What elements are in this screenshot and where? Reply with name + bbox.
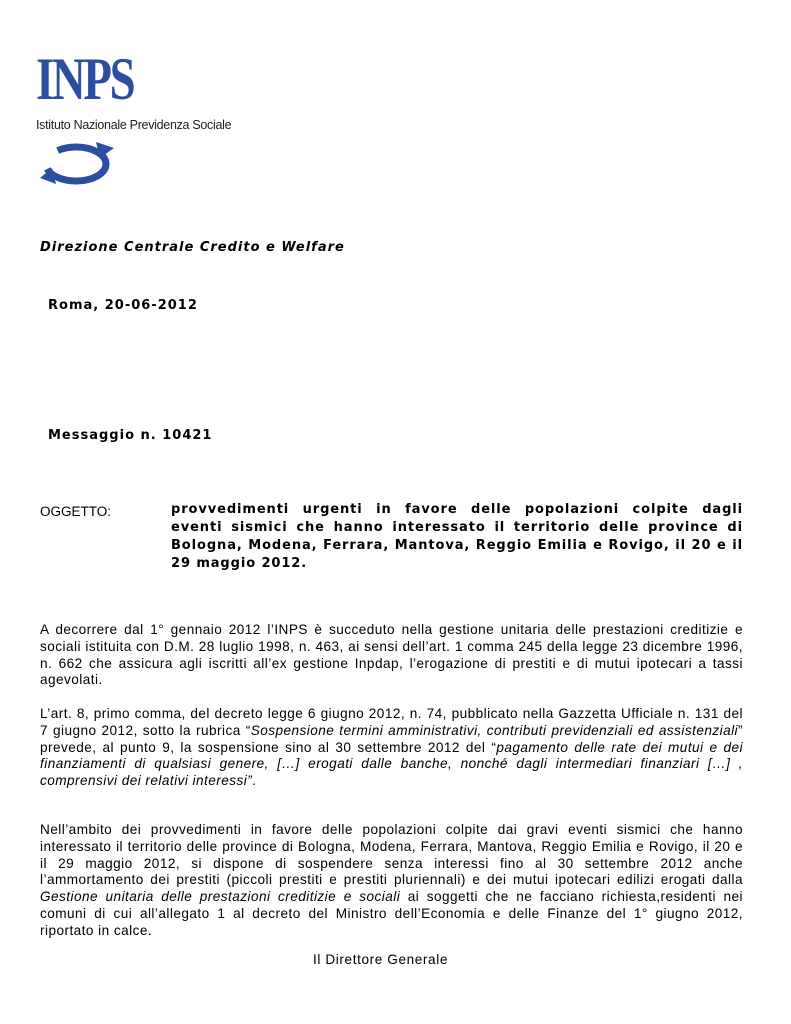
- place-date: Roma, 20-06-2012: [48, 298, 198, 313]
- paragraph-2-rubrica: Sospensione termini amministrativi, contributi previdenziali ed assistenziali: [250, 722, 739, 738]
- paragraph-2: [40, 706, 743, 790]
- inps-logo: [36, 44, 256, 194]
- message-number: Messaggio n. 10421: [48, 428, 213, 443]
- paragraph-3-part-c: ai soggetti che ne facciano richiesta,residenti nei comuni di cui all’allegato 1 al decreto del Ministro dell’Economia e delle Finanze del 1° giugno 2012, riportato in calce.: [40, 889, 743, 938]
- paragraph-3: [40, 822, 743, 940]
- subject-text: provvedimenti urgenti in favore delle popolazioni colpite dagli eventi sismici che hanno interessato il territorio delle province di Bologna, Modena, Ferrara, Mantova, Reggio Emilia e Rovigo, il 20 e il 29 maggio 2012.: [171, 502, 743, 571]
- paragraph-2-quote: pagamento delle rate dei mutui e dei finanziamenti di qualsiasi genere, […] erogati dalle banche, nonché dagli intermediari finanziari […] , comprensivi dei relativi interessi”: [40, 739, 743, 789]
- paragraph-2-end: .: [252, 773, 257, 789]
- paragraph-2-part-c: ” prevede, al punto 9, la sospensione sino al 30 settembre 2012 del “: [40, 722, 743, 755]
- signature-line: Il Direttore Generale: [313, 952, 448, 967]
- logo-wordmark: INPS: [36, 46, 134, 112]
- paragraph-2-part-a: L’art. 8, primo comma, del decreto legge 6 giugno 2012, n. 74, pubblicato nella Gazzetta Ufficiale n. 131 del 7 giugno 2012, sotto la rubrica “: [40, 706, 743, 738]
- paragraph-3-part-a: Nell’ambito dei provvedimenti in favore delle popolazioni colpite dai gravi eventi sismici che hanno interessato il territorio delle province di Bologna, Modena, Ferrara, Mantova, Reggio Emilia e Rovigo, il 20 e il 29 maggio 2012, si dispone di sospendere senza interessi fino al 30 settembre 2012 anche l’ammortamento dei prestiti (piccoli prestiti e prestiti pluriennali) e dei mutui ipotecari edilizi erogati dalla: [40, 822, 743, 888]
- subject-label: OGGETTO:: [40, 504, 112, 519]
- paragraph-3-gestione: Gestione unitaria delle prestazioni creditizie e sociali: [40, 889, 401, 905]
- paragraph-1: A decorrere dal 1° gennaio 2012 l’INPS è succeduto nella gestione unitaria delle prestazioni creditizie e sociali istituita con D.M. 28 luglio 1998, n. 463, ai sensi dell’art. 1 comma 245 della legge 23 dicembre 1996, n. 662 che assicura agli iscritti all’ex gestione Inpdap, l’erogazione di prestiti e di mutui ipotecari a tassi agevolati.: [40, 622, 743, 688]
- logo-subtitle: Istituto Nazionale Previdenza Sociale: [36, 118, 232, 132]
- circular-arrows-icon: [36, 138, 120, 188]
- direzione-heading: Direzione Centrale Credito e Welfare: [40, 240, 345, 255]
